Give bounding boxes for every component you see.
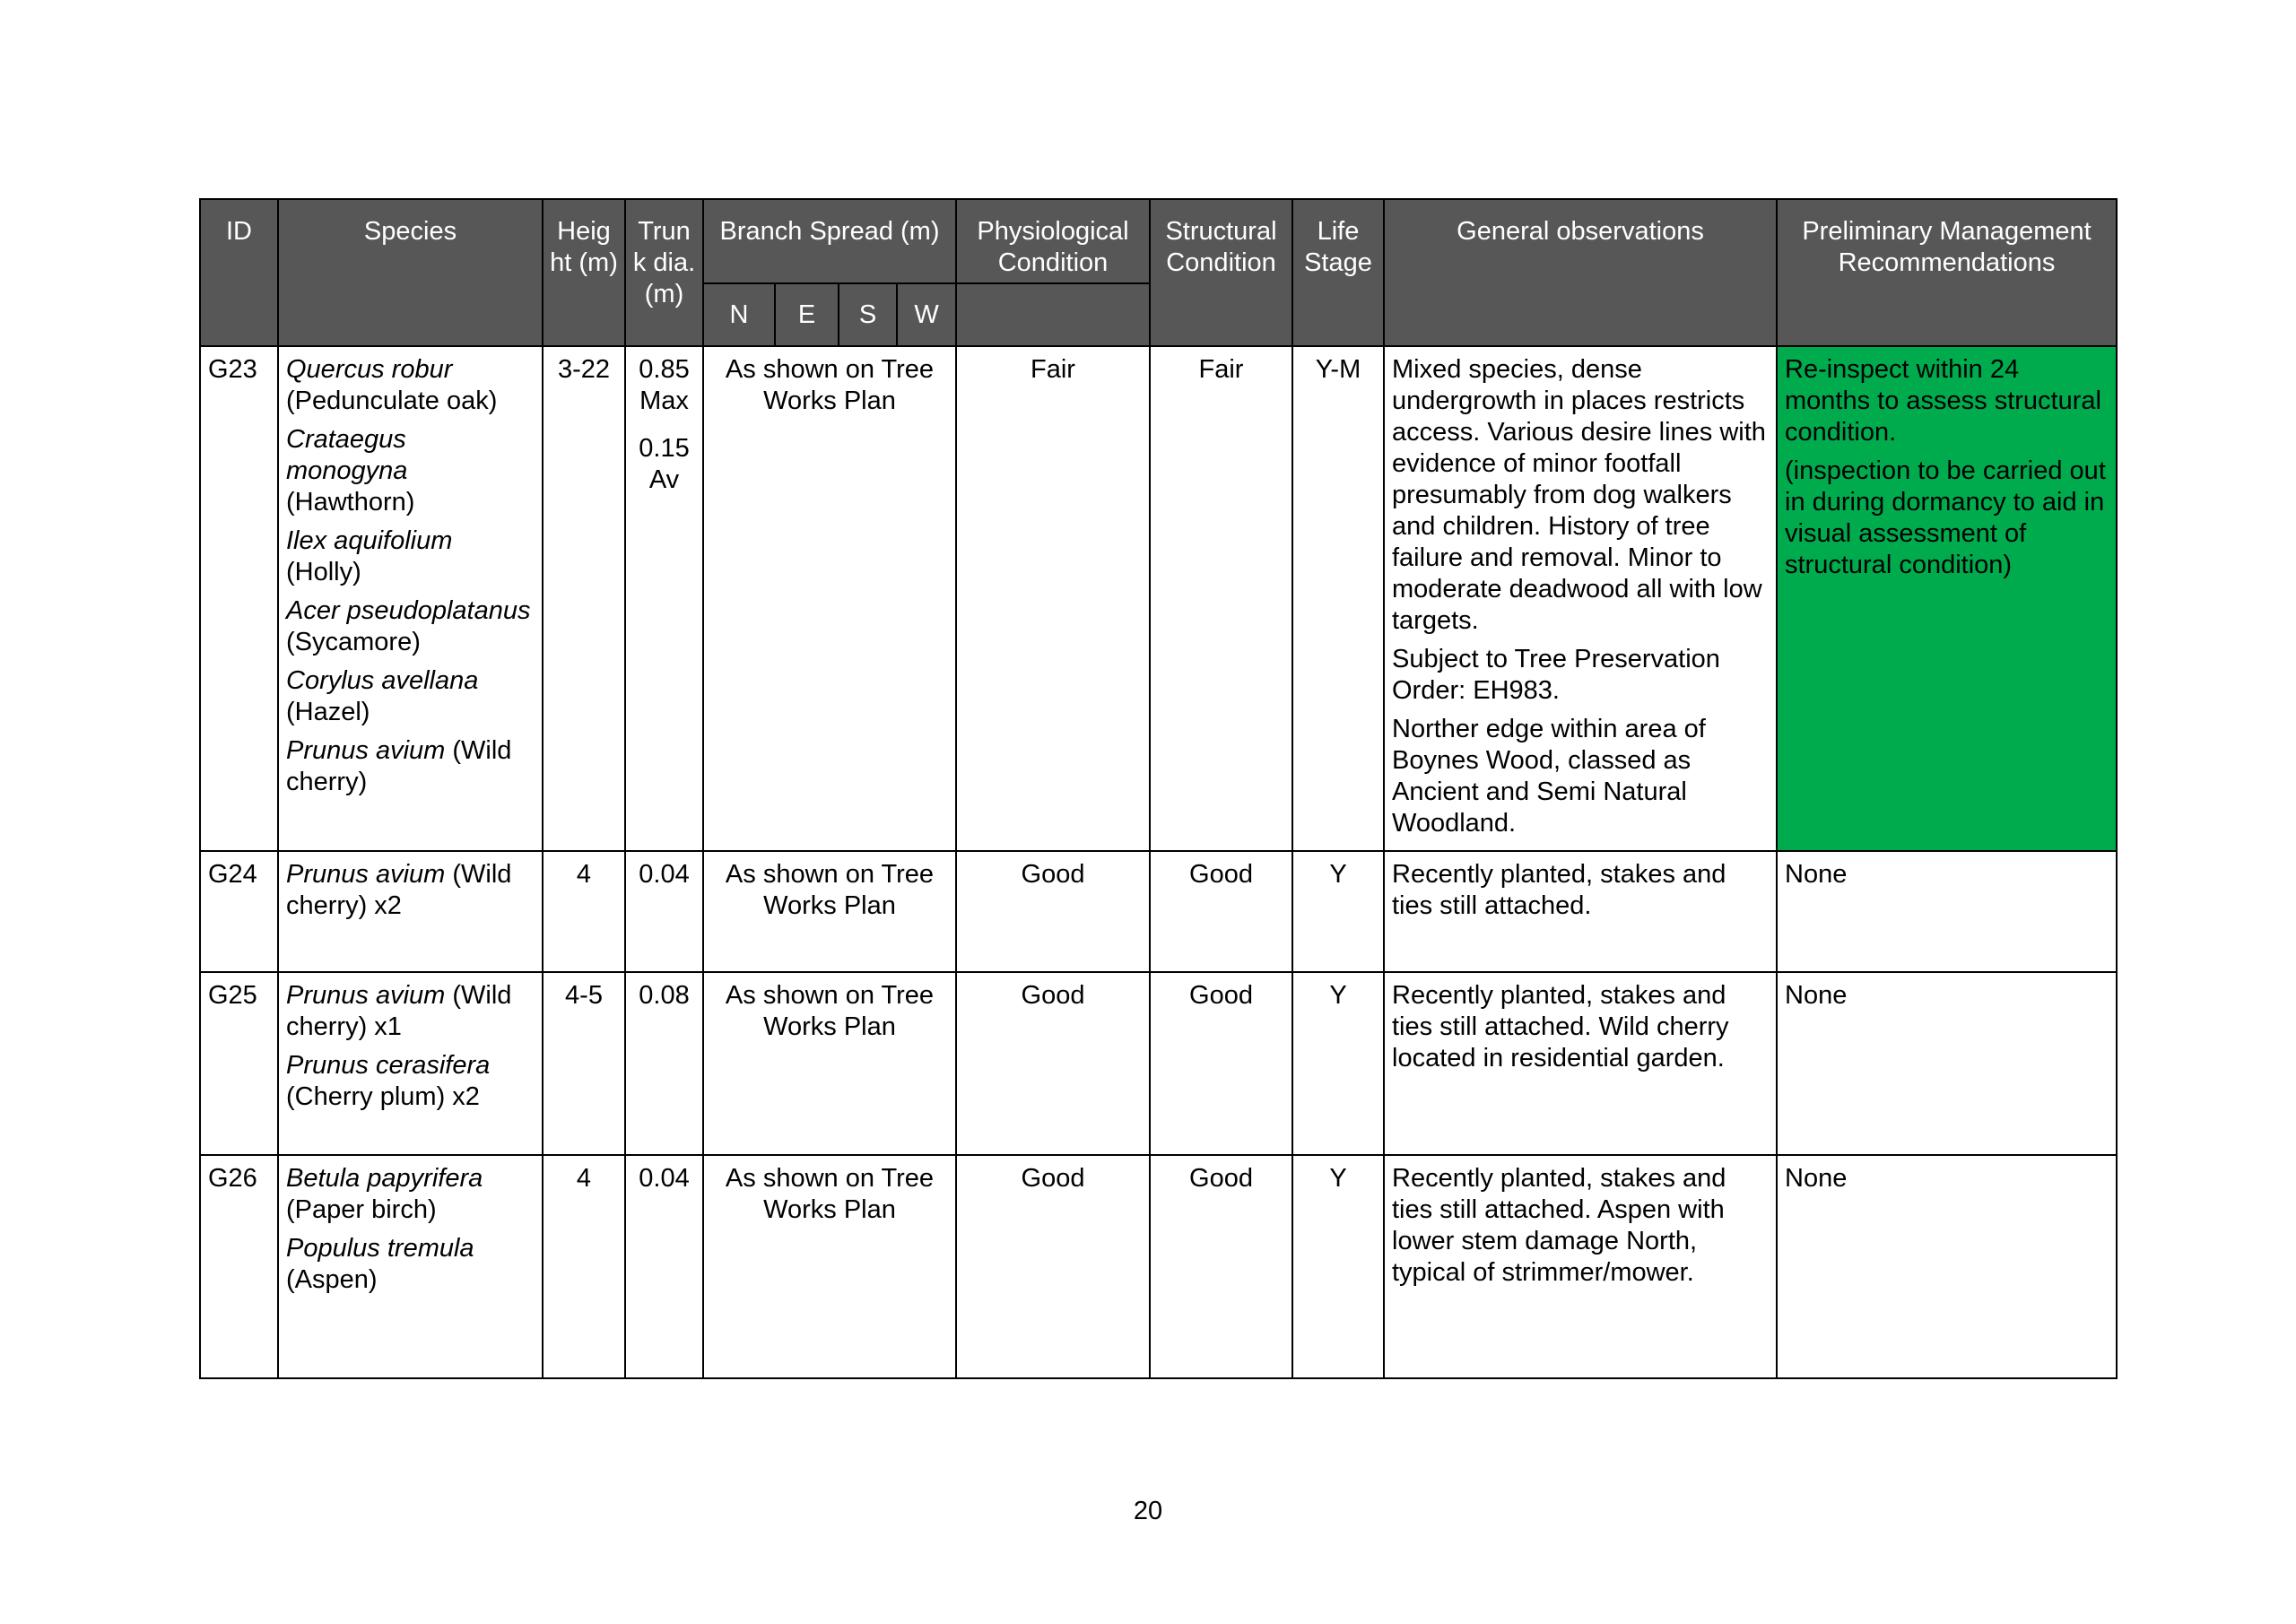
species-latin: Prunus cerasifera <box>286 1051 491 1080</box>
header-spread-west: W <box>897 283 956 346</box>
cell-physiological-condition: Fair <box>956 346 1150 851</box>
cell-general-observations <box>1384 346 1777 851</box>
cell-species <box>278 346 543 851</box>
species-latin: Crataegus monogyna <box>286 425 408 485</box>
species-common: (Pedunculate oak) <box>286 386 498 415</box>
header-branch-spread: Branch Spread (m) <box>703 199 956 283</box>
cell-structural-condition: Fair <box>1150 346 1292 851</box>
species-entry <box>286 980 535 1043</box>
cell-life-stage: Y-M <box>1292 346 1384 851</box>
cell-structural-condition: Good <box>1150 1155 1292 1378</box>
cell-physiological-condition: Good <box>956 1155 1150 1378</box>
species-common: (Holly) <box>286 558 361 586</box>
cell-branch-spread: As shown on Tree Works Plan <box>703 1155 956 1378</box>
observation-text: Subject to Tree Preservation Order: EH983. <box>1392 645 1720 705</box>
cell-recommendations <box>1777 1155 2117 1378</box>
header-life-stage: Life Stage <box>1292 199 1384 346</box>
cell-branch-spread: As shown on Tree Works Plan <box>703 972 956 1155</box>
cell-life-stage: Y <box>1292 851 1384 972</box>
cell-species <box>278 1155 543 1378</box>
species-entry <box>286 665 535 728</box>
species-entry <box>286 735 535 798</box>
recommendation-text: Re-inspect within 24 months to assess structural condition. <box>1785 355 2101 447</box>
observation-text: Recently planted, stakes and ties still attached. Aspen with lower stem damage North, typical of strimmer/mower. <box>1392 1164 1726 1287</box>
header-spread-east: E <box>775 283 839 346</box>
header-general-observations: General observations <box>1384 199 1777 346</box>
species-entry <box>286 354 535 417</box>
species-entry <box>286 525 535 588</box>
species-entry <box>286 1233 535 1296</box>
cell-structural-condition: Good <box>1150 972 1292 1155</box>
recommendation-text: None <box>1785 981 1848 1010</box>
cell-physiological-condition: Good <box>956 851 1150 972</box>
cell-id: G25 <box>200 972 278 1155</box>
table-row <box>200 972 2117 1155</box>
header-id: ID <box>200 199 278 346</box>
cell-structural-condition: Good <box>1150 851 1292 972</box>
table-row <box>200 346 2117 851</box>
cell-species <box>278 972 543 1155</box>
header-spread-south: S <box>839 283 897 346</box>
tree-survey-table <box>199 198 2118 1379</box>
recommendation-text: (inspection to be carried out in during dormancy to aid in visual assessment of structural condition) <box>1785 456 2106 579</box>
cell-life-stage: Y <box>1292 972 1384 1155</box>
species-entry <box>286 1163 535 1226</box>
trunk-average: 0.15 Av <box>639 434 690 494</box>
species-common: (Cherry plum) x2 <box>286 1082 480 1111</box>
species-common: (Hazel) <box>286 698 370 726</box>
page-number: 20 <box>1133 1497 1163 1525</box>
cell-id: G23 <box>200 346 278 851</box>
cell-species <box>278 851 543 972</box>
observation-text: Recently planted, stakes and ties still attached. Wild cherry located in residential garden. <box>1392 981 1729 1073</box>
species-entry <box>286 595 535 658</box>
header-structural-condition: Structural Condition <box>1150 199 1292 346</box>
cell-height: 4 <box>543 1155 625 1378</box>
species-entry <box>286 424 535 518</box>
cell-trunk-diameter: 0.04 <box>625 851 703 972</box>
header-row <box>200 199 2117 283</box>
species-latin: Prunus avium <box>286 981 446 1010</box>
table-row <box>200 1155 2117 1378</box>
cell-id: G24 <box>200 851 278 972</box>
species-entry <box>286 1050 535 1113</box>
cell-id: G26 <box>200 1155 278 1378</box>
species-common: (Wild cherry) <box>286 736 512 796</box>
cell-trunk-diameter: 0.04 <box>625 1155 703 1378</box>
species-latin: Prunus avium <box>286 736 446 765</box>
species-latin: Acer pseudoplatanus <box>286 596 531 625</box>
header-height: Heig ht (m) <box>543 199 625 346</box>
species-latin: Quercus robur <box>286 355 453 384</box>
cell-height: 3-22 <box>543 346 625 851</box>
cell-general-observations <box>1384 851 1777 972</box>
species-entry <box>286 859 535 922</box>
cell-recommendations <box>1777 972 2117 1155</box>
header-physiological-blank <box>956 283 1150 346</box>
species-latin: Ilex aquifolium <box>286 526 453 555</box>
trunk-max: 0.85 Max <box>639 355 690 415</box>
cell-physiological-condition: Good <box>956 972 1150 1155</box>
species-common: (Paper birch) <box>286 1195 437 1224</box>
header-spread-north: N <box>703 283 775 346</box>
cell-trunk-diameter <box>625 346 703 851</box>
cell-height: 4-5 <box>543 972 625 1155</box>
species-latin: Corylus avellana <box>286 666 479 695</box>
cell-life-stage: Y <box>1292 1155 1384 1378</box>
observation-text: Recently planted, stakes and ties still attached. <box>1392 860 1726 920</box>
species-latin: Prunus avium <box>286 860 446 889</box>
cell-general-observations <box>1384 972 1777 1155</box>
cell-height: 4 <box>543 851 625 972</box>
cell-recommendations <box>1777 851 2117 972</box>
species-common: (Hawthorn) <box>286 488 415 517</box>
species-common: (Sycamore) <box>286 628 421 656</box>
species-latin: Betula papyrifera <box>286 1164 483 1193</box>
header-recommendations: Preliminary Management Recommendations <box>1777 199 2117 346</box>
table-row <box>200 851 2117 972</box>
cell-branch-spread: As shown on Tree Works Plan <box>703 346 956 851</box>
observation-text: Mixed species, dense undergrowth in places restricts access. Various desire lines with evidence of minor footfall presumably from dog walkers and children. History of tree failure and removal. Minor to moderate deadwood all with low targets. <box>1392 355 1766 635</box>
header-trunk-diameter: Trun k dia. (m) <box>625 199 703 346</box>
species-common: (Wild cherry) x2 <box>286 860 512 920</box>
species-latin: Populus tremula <box>286 1234 474 1263</box>
cell-trunk-diameter: 0.08 <box>625 972 703 1155</box>
header-species: Species <box>278 199 543 346</box>
species-common: (Aspen) <box>286 1265 378 1294</box>
header-physiological-condition: Physiological Condition <box>956 199 1150 283</box>
recommendation-text: None <box>1785 860 1848 889</box>
cell-general-observations <box>1384 1155 1777 1378</box>
species-common: (Wild cherry) x1 <box>286 981 512 1041</box>
cell-recommendations <box>1777 346 2117 851</box>
observation-text: Norther edge within area of Boynes Wood, classed as Ancient and Semi Natural Woodland. <box>1392 715 1706 838</box>
cell-branch-spread: As shown on Tree Works Plan <box>703 851 956 972</box>
recommendation-text: None <box>1785 1164 1848 1193</box>
